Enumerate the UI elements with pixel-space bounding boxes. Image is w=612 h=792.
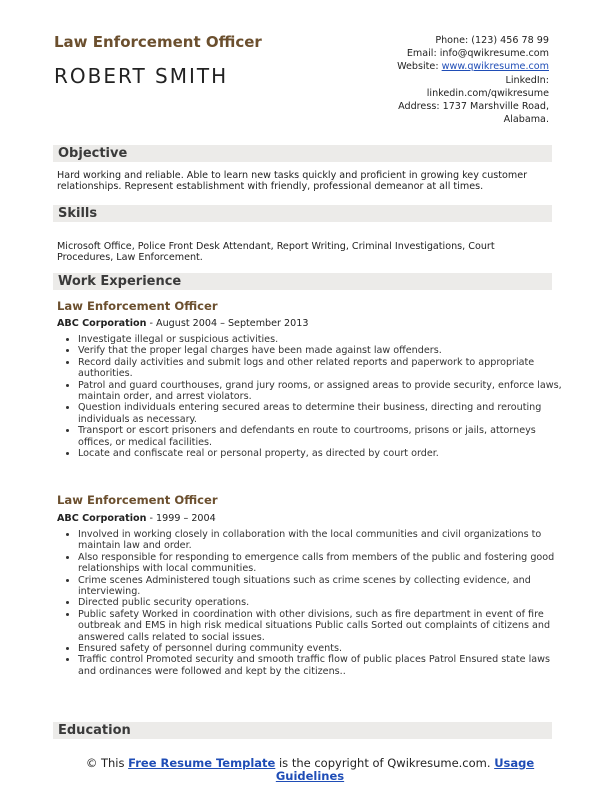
list-item: • Traffic control Promoted security and smooth traffic flow of public places Patrol Ensured state laws and ordinances were followed and kept by the citizens.. bbox=[78, 654, 566, 677]
job-2-title: Law Enforcement Officer bbox=[57, 493, 218, 507]
footer-middle: is the copyright of Qwikresume.com. bbox=[275, 756, 495, 770]
list-item: • Verify that the proper legal charges have been made against law offenders. bbox=[78, 345, 566, 356]
job-1-dates: - August 2004 – September 2013 bbox=[146, 318, 309, 329]
job-2-dates: - 1999 – 2004 bbox=[146, 513, 216, 524]
job-2-bullets bbox=[64, 529, 566, 677]
contact-email: Email: info@qwikresume.com bbox=[406, 48, 549, 60]
skills-section-header: Skills bbox=[53, 205, 552, 222]
objective-text: Hard working and reliable. Able to learn new tasks quickly and proficient in growing key customer relationships. Represent establishment with friendly, professional demeanor at all times. bbox=[57, 170, 528, 193]
list-item: • Investigate illegal or suspicious activities. bbox=[78, 334, 566, 345]
list-item: • Public safety Worked in coordination with other divisions, such as fire department in event of fire outbreak and EMS in high risk medical situations Public calls Sorted out complaints of citizens and answered calls related to social issues. bbox=[78, 609, 566, 643]
usage-guidelines-link[interactable]: Usage Guidelines bbox=[275, 756, 535, 784]
list-item: • Directed public security operations. bbox=[78, 597, 566, 608]
job-1-meta bbox=[57, 318, 308, 329]
objective-section-header: Objective bbox=[53, 145, 552, 162]
job-1-title: Law Enforcement Officer bbox=[57, 299, 218, 313]
contact-phone: Phone: (123) 456 78 99 bbox=[435, 35, 549, 46]
job-1-bullets bbox=[64, 334, 566, 459]
list-item: • Patrol and guard courthouses, grand jury rooms, or assigned areas to provide security, enforce laws, maintain order, and arrest violators. bbox=[78, 380, 566, 403]
list-item: • Ensured safety of personnel during community events. bbox=[78, 643, 566, 654]
contact-address-line1: Address: 1737 Marshville Road, bbox=[398, 101, 549, 113]
list-item: • Involved in working closely in collaboration with the local communities and civil organizations to maintain law and order. bbox=[78, 529, 566, 552]
website-label: Website: bbox=[397, 61, 442, 73]
contact-block bbox=[289, 34, 549, 126]
job-2-meta bbox=[57, 513, 216, 524]
job-2-company: ABC Corporation bbox=[57, 513, 147, 524]
list-item: • Record daily activities and submit logs and other related reports and paperwork to appropriate authorities. bbox=[78, 357, 566, 380]
list-item: • Transport or escort prisoners and defendants en route to courtrooms, prisons or jails, attorneys offices, or medical facilities. bbox=[78, 425, 566, 448]
education-section-header: Education bbox=[53, 722, 552, 739]
footer-prefix: © This bbox=[85, 756, 129, 770]
job-1-company: ABC Corporation bbox=[57, 318, 147, 329]
website-link[interactable]: www.qwikresume.com bbox=[441, 61, 549, 73]
work-experience-section-header: Work Experience bbox=[53, 273, 552, 290]
job-title-heading: Law Enforcement Officer bbox=[54, 33, 262, 51]
list-item: • Question individuals entering secured areas to determine their business, directing and rerouting individuals as necessary. bbox=[78, 402, 566, 425]
footer-copyright bbox=[80, 757, 540, 783]
contact-linkedin-label: LinkedIn: bbox=[505, 74, 549, 86]
skills-text: Microsoft Office, Police Front Desk Attendant, Report Writing, Criminal Investigations, Court Procedures, Law Enforcement. bbox=[57, 241, 495, 264]
contact-website bbox=[289, 60, 549, 73]
candidate-name: ROBERT SMITH bbox=[54, 64, 229, 88]
contact-linkedin-value: linkedin.com/qwikresume bbox=[426, 87, 549, 99]
list-item: • Locate and confiscate real or personal property, as directed by court order. bbox=[78, 448, 566, 459]
contact-address-line2: Alabama. bbox=[503, 114, 549, 126]
list-item: • Crime scenes Administered tough situations such as crime scenes by collecting evidence, and interviewing. bbox=[78, 575, 566, 598]
free-resume-template-link[interactable]: Free Resume Template bbox=[128, 756, 276, 770]
list-item: • Also responsible for responding to emergence calls from members of the public and fostering good relationships with local communities. bbox=[78, 552, 566, 575]
